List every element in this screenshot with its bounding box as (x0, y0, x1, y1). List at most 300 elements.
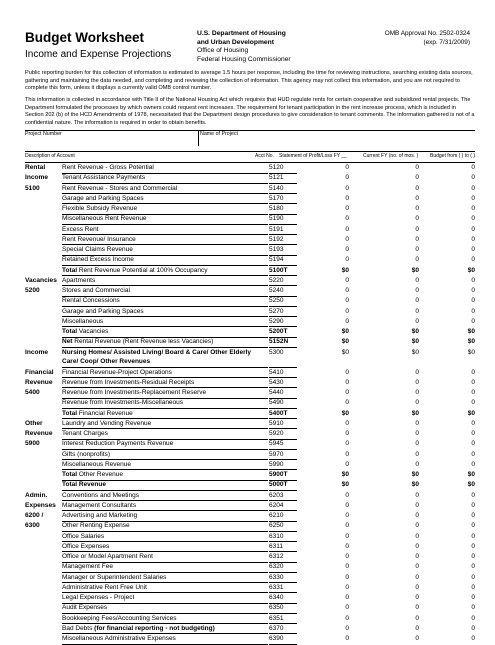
table-row (25, 419, 475, 429)
profit-loss-value[interactable]: 0 (345, 532, 349, 540)
account-description-text: Manager or Superintendent Salaries (62, 573, 167, 581)
current-fy-value[interactable]: 0 (415, 184, 419, 192)
table-row (25, 327, 475, 337)
budget-value[interactable]: 0 (471, 235, 475, 243)
table-row (25, 573, 475, 583)
budget-value[interactable]: 0 (471, 460, 475, 468)
budget-value[interactable]: $0 (467, 481, 475, 489)
current-fy-value[interactable]: 0 (415, 368, 419, 376)
profit-loss-value[interactable]: 0 (345, 297, 349, 305)
current-fy-value[interactable]: 0 (415, 287, 419, 294)
project-name-label: Name of Project (198, 131, 238, 146)
current-fy-value[interactable]: 0 (415, 297, 419, 305)
profit-loss-value[interactable]: $0 (341, 338, 349, 346)
profit-loss-value[interactable]: 0 (345, 624, 349, 632)
profit-loss-value[interactable]: 0 (345, 307, 349, 315)
table-row (25, 276, 475, 286)
account-number: 6390 (269, 634, 297, 645)
budget-value[interactable]: 0 (471, 553, 475, 560)
project-info (25, 130, 475, 147)
table-row (25, 184, 475, 194)
account-description (62, 296, 268, 307)
table-row (25, 204, 475, 214)
current-fy-value[interactable]: 0 (415, 174, 419, 182)
budget-value[interactable]: 0 (471, 604, 475, 612)
table-row (25, 235, 475, 245)
budget-value[interactable]: $0 (467, 348, 475, 356)
section-label: 5400 (25, 389, 40, 396)
account-description-bold: Total (62, 409, 78, 417)
table-row (25, 603, 475, 613)
account-number: 6340 (269, 593, 297, 604)
current-fy-value[interactable]: 0 (415, 246, 419, 253)
budget-value[interactable]: 0 (471, 563, 475, 571)
profit-loss-value[interactable]: $0 (341, 328, 349, 335)
current-fy-value[interactable]: 0 (415, 399, 419, 407)
account-description-text: Rent Revenue/ Insurance (62, 235, 136, 243)
account-description-text: Garage and Parking Spaces (62, 194, 144, 202)
profit-loss-value[interactable]: 0 (345, 205, 349, 212)
account-description (62, 624, 268, 635)
account-description-text: Administrative Rent Free Unit (62, 583, 147, 591)
account-number: 6351 (269, 614, 297, 625)
account-description (62, 511, 268, 522)
omb-expiration: (exp. 7/31/2009) (423, 38, 470, 46)
project-number-label: Project Number (25, 131, 62, 137)
account-description-text: Tenant Charges (62, 430, 108, 437)
profit-loss-value[interactable]: 0 (345, 440, 349, 448)
account-description (62, 419, 268, 430)
table-row (25, 266, 475, 276)
account-number: 6320 (269, 562, 297, 573)
account-number: 5180 (269, 204, 297, 215)
profit-loss-value[interactable]: 0 (345, 287, 349, 294)
table-row (25, 398, 475, 408)
account-description-text: Audit Expenses (62, 604, 108, 612)
omb-block (352, 30, 470, 47)
account-description-bold: Total Revenue (62, 481, 106, 489)
account-number: 6330 (269, 573, 297, 584)
section-label: Financial (25, 368, 54, 376)
account-description-text: Miscellaneous (62, 317, 104, 325)
profit-loss-value[interactable]: 0 (345, 378, 349, 386)
budget-value[interactable]: 0 (471, 399, 475, 407)
current-fy-value[interactable]: 0 (415, 317, 419, 325)
budget-value[interactable]: 0 (471, 542, 475, 550)
account-description (62, 348, 268, 368)
profit-loss-value[interactable]: 0 (345, 246, 349, 253)
header-current-fy: Current FY (no. of mos. ) (363, 153, 419, 159)
budget-value[interactable]: 0 (471, 205, 475, 212)
account-number: 5490 (269, 398, 297, 409)
account-description (62, 214, 268, 225)
table-body (25, 163, 475, 644)
profit-loss-value[interactable]: 0 (345, 563, 349, 571)
profit-loss-value[interactable]: 0 (345, 614, 349, 622)
current-fy-value[interactable]: 0 (415, 164, 419, 171)
current-fy-value[interactable]: 0 (415, 276, 419, 284)
account-description (62, 388, 268, 399)
profit-loss-value[interactable]: 0 (345, 419, 349, 427)
current-fy-value[interactable]: 0 (415, 624, 419, 632)
current-fy-value[interactable]: $0 (411, 481, 419, 489)
current-fy-value[interactable]: 0 (415, 563, 419, 571)
account-number: 5194 (269, 255, 297, 266)
account-number: 6204 (269, 501, 297, 512)
omb-approval: OMB Approval No. 2502-0324 (384, 30, 470, 37)
account-description (62, 225, 268, 236)
profit-loss-value[interactable]: 0 (345, 583, 349, 591)
account-number: 5970 (269, 450, 297, 461)
account-description (62, 235, 268, 246)
budget-value[interactable]: 0 (471, 624, 475, 632)
account-description-text: Rental Concessions (62, 297, 120, 305)
budget-value[interactable]: $0 (467, 409, 475, 417)
form-subtitle: Income and Expense Projections (25, 49, 172, 60)
agency-line: Office of Housing (197, 47, 249, 55)
budget-value[interactable]: 0 (471, 491, 475, 499)
profit-loss-value[interactable]: 0 (345, 194, 349, 202)
current-fy-value[interactable]: 0 (415, 419, 419, 427)
current-fy-value[interactable]: 0 (415, 256, 419, 264)
account-number: 6250 (269, 521, 297, 532)
current-fy-value[interactable]: $0 (411, 328, 419, 335)
table-row (25, 317, 475, 327)
account-description (62, 194, 268, 205)
account-description (62, 603, 268, 614)
current-fy-value[interactable]: 0 (415, 460, 419, 468)
account-number: 5290 (269, 317, 297, 328)
budget-value[interactable]: 0 (471, 532, 475, 540)
budget-value[interactable]: 0 (471, 297, 475, 305)
budget-value[interactable]: 0 (471, 164, 475, 171)
current-fy-value[interactable]: 0 (415, 307, 419, 315)
profit-loss-value[interactable]: $0 (341, 471, 349, 478)
table-row (25, 378, 475, 388)
account-number: 6370 (269, 624, 297, 635)
current-fy-value[interactable]: 0 (415, 553, 419, 560)
section-label: Other (25, 419, 43, 427)
account-description (62, 470, 268, 481)
profit-loss-value[interactable]: 0 (345, 522, 349, 530)
account-description-bold: Total (62, 328, 78, 335)
budget-value[interactable]: $0 (467, 266, 475, 274)
current-fy-value[interactable]: 0 (415, 501, 419, 509)
profit-loss-value[interactable]: 0 (345, 235, 349, 243)
budget-value[interactable]: 0 (471, 276, 475, 284)
budget-value[interactable]: 0 (471, 389, 475, 396)
budget-value[interactable]: 0 (471, 307, 475, 315)
budget-value[interactable]: 0 (471, 583, 475, 591)
account-description (62, 521, 268, 532)
profit-loss-value[interactable]: 0 (345, 460, 349, 468)
budget-value[interactable]: 0 (471, 215, 475, 223)
table-row (25, 562, 475, 572)
account-description (62, 439, 268, 450)
account-description (62, 255, 268, 266)
current-fy-value[interactable]: 0 (415, 512, 419, 519)
budget-value[interactable]: 0 (471, 419, 475, 427)
account-description-text: Garage and Parking Spaces (62, 307, 144, 315)
account-number: 5300 (269, 348, 297, 368)
table-row (25, 491, 475, 501)
profit-loss-value[interactable]: $0 (341, 409, 349, 417)
profit-loss-value[interactable]: 0 (345, 256, 349, 264)
budget-value[interactable]: $0 (467, 328, 475, 335)
account-number: 5410 (269, 368, 297, 379)
header-description: Description of Account (25, 153, 75, 159)
profit-loss-value[interactable]: 0 (345, 553, 349, 560)
profit-loss-value[interactable]: 0 (345, 174, 349, 182)
budget-value[interactable]: 0 (471, 225, 475, 233)
profit-loss-value[interactable]: 0 (345, 635, 349, 642)
account-description-note: (for financial reporting - not budgeting) (94, 624, 215, 632)
agency-line: Federal Housing Commissioner (197, 55, 291, 63)
budget-value[interactable]: 0 (471, 184, 475, 192)
current-fy-value[interactable]: 0 (415, 491, 419, 499)
account-description (62, 378, 268, 389)
profit-loss-value[interactable]: 0 (345, 501, 349, 509)
current-fy-value[interactable]: 0 (415, 378, 419, 386)
account-number: 5120 (269, 163, 297, 174)
section-label: Revenue (25, 378, 53, 386)
current-fy-value[interactable]: 0 (415, 389, 419, 396)
account-description-text: Financial Revenue-Project Operations (62, 368, 172, 376)
current-fy-value[interactable]: 0 (415, 635, 419, 642)
current-fy-value[interactable]: 0 (415, 440, 419, 448)
budget-value[interactable]: $0 (467, 338, 475, 346)
profit-loss-value[interactable]: 0 (345, 594, 349, 601)
account-description (62, 501, 268, 512)
account-description-text: Rent Revenue Potential at 100% Occupancy (77, 266, 208, 274)
account-description (62, 204, 268, 215)
account-number: 6331 (269, 583, 297, 594)
budget-value[interactable]: 0 (471, 614, 475, 622)
profit-loss-value[interactable]: 0 (345, 389, 349, 396)
budget-value[interactable]: 0 (471, 512, 475, 519)
current-fy-value[interactable]: 0 (415, 614, 419, 622)
account-description-text: Revenue from Investments-Replacement Reserve (62, 389, 207, 396)
account-description (62, 542, 268, 553)
account-description-text: Interest Reduction Payments Revenue (62, 440, 174, 448)
section-label: Vacancies (25, 276, 57, 284)
account-description-text: Revenue from Investments-Miscellaneous (62, 399, 184, 407)
profit-loss-value[interactable]: 0 (345, 368, 349, 376)
account-number: 6311 (269, 542, 297, 553)
budget-value[interactable]: 0 (471, 256, 475, 264)
profit-loss-value[interactable]: 0 (345, 491, 349, 499)
account-description (62, 532, 268, 543)
account-number: 5990 (269, 460, 297, 471)
account-number: 5900T (269, 470, 297, 481)
section-label: 5200 (25, 287, 40, 294)
account-description (62, 286, 268, 297)
account-description-text: Tenant Assistance Payments (62, 174, 146, 182)
account-description (62, 491, 268, 502)
table-row (25, 409, 475, 419)
profit-loss-value[interactable]: 0 (345, 276, 349, 284)
profit-loss-value[interactable]: 0 (345, 542, 349, 550)
agency-block (197, 30, 337, 64)
budget-value[interactable]: 0 (471, 194, 475, 202)
budget-value[interactable]: 0 (471, 246, 475, 253)
agency-line: U.S. Department of Housing (197, 30, 286, 37)
account-description (62, 573, 268, 584)
table-row (25, 307, 475, 317)
profit-loss-value[interactable]: 0 (345, 317, 349, 325)
budget-value[interactable]: 0 (471, 573, 475, 581)
account-number: 5920 (269, 429, 297, 440)
budget-value[interactable]: 0 (471, 174, 475, 182)
account-description-text: Legal Expenses - Project (62, 594, 135, 601)
table-row (25, 470, 475, 480)
current-fy-value[interactable]: 0 (415, 604, 419, 612)
current-fy-value[interactable]: 0 (415, 532, 419, 540)
account-description-text: Conventions and Meetings (62, 491, 139, 499)
header-profit-loss: Statement of Profit/Loss FY __ (279, 153, 347, 159)
section-label: Income (25, 348, 49, 356)
section-label: Expenses (25, 501, 56, 509)
current-fy-value[interactable]: 0 (415, 225, 419, 233)
budget-value[interactable]: 0 (471, 450, 475, 458)
current-fy-value[interactable]: 0 (415, 235, 419, 243)
profit-loss-value[interactable]: 0 (345, 215, 349, 223)
account-number: 5910 (269, 419, 297, 430)
profit-loss-value[interactable]: 0 (345, 184, 349, 192)
budget-value[interactable]: 0 (471, 501, 475, 509)
account-number: 5000T (269, 480, 297, 491)
current-fy-value[interactable]: $0 (411, 409, 419, 417)
account-description-text: Excess Rent (62, 225, 99, 233)
profit-loss-value[interactable]: 0 (345, 430, 349, 437)
account-description-text: Miscellaneous Administrative Expenses (62, 635, 176, 642)
current-fy-value[interactable]: $0 (411, 348, 419, 356)
header-budget: Budget from ( ) to ( ) (430, 153, 476, 159)
account-description (62, 317, 268, 328)
current-fy-value[interactable]: 0 (415, 522, 419, 530)
budget-value[interactable]: 0 (471, 594, 475, 601)
account-number: 5170 (269, 194, 297, 205)
account-number: 5121 (269, 173, 297, 184)
current-fy-value[interactable]: 0 (415, 583, 419, 591)
account-number: 5190 (269, 214, 297, 225)
current-fy-value[interactable]: 0 (415, 542, 419, 550)
profit-loss-value[interactable]: 0 (345, 164, 349, 171)
table-row (25, 542, 475, 552)
account-number: 6350 (269, 603, 297, 614)
profit-loss-value[interactable]: $0 (341, 348, 349, 356)
account-number: 5945 (269, 439, 297, 450)
profit-loss-value[interactable]: $0 (341, 481, 349, 489)
account-description-text: Rent Revenue - Gross Potential (62, 164, 154, 171)
account-description-text: Stores and Commercial (62, 287, 130, 294)
current-fy-value[interactable]: $0 (411, 471, 419, 478)
table-row (25, 460, 475, 470)
account-description-text: Miscellaneous Rent Revenue (62, 215, 147, 223)
account-description (62, 184, 268, 195)
account-description-text: Other Revenue (77, 471, 123, 478)
section-label: 6200 / (25, 512, 44, 519)
budget-value[interactable]: 0 (471, 522, 475, 530)
section-label: Income (25, 174, 49, 182)
account-description-text: Office or Model Apartment Rent (62, 553, 153, 560)
current-fy-value[interactable]: $0 (411, 266, 419, 274)
account-number: 5152N (269, 337, 297, 348)
account-number: 5240 (269, 286, 297, 297)
section-label: 5900 (25, 440, 40, 448)
account-description-text: Bookkeeping Fees/Accounting Services (62, 614, 177, 622)
budget-value[interactable]: 0 (471, 635, 475, 642)
budget-value[interactable]: 0 (471, 317, 475, 325)
table-row (25, 511, 475, 521)
profit-loss-value[interactable]: 0 (345, 450, 349, 458)
form-title-block (25, 30, 195, 61)
account-description-bold: Net (62, 338, 73, 346)
current-fy-value[interactable]: 0 (415, 430, 419, 437)
table-row (25, 214, 475, 224)
account-description (62, 173, 268, 184)
account-description (62, 409, 268, 420)
table-row (25, 429, 475, 439)
account-number: 5200T (269, 327, 297, 338)
section-label: Revenue (25, 430, 53, 437)
profit-loss-value[interactable]: 0 (345, 225, 349, 233)
account-description (62, 460, 268, 471)
current-fy-value[interactable]: $0 (411, 338, 419, 346)
account-description-bold: Total (62, 266, 78, 274)
budget-value[interactable]: 0 (471, 440, 475, 448)
account-number: 5100T (269, 266, 297, 277)
budget-value[interactable]: 0 (471, 368, 475, 376)
profit-loss-value[interactable]: $0 (341, 266, 349, 274)
account-description-text: Other Renting Expense (62, 522, 130, 530)
current-fy-value[interactable]: 0 (415, 215, 419, 223)
account-number: 6310 (269, 532, 297, 543)
current-fy-value[interactable]: 0 (415, 594, 419, 601)
profit-loss-value[interactable]: 0 (345, 512, 349, 519)
current-fy-value[interactable]: 0 (415, 573, 419, 581)
account-description (62, 276, 268, 287)
account-description (62, 583, 268, 594)
current-fy-value[interactable]: 0 (415, 450, 419, 458)
current-fy-value[interactable]: 0 (415, 205, 419, 212)
budget-value[interactable]: $0 (467, 471, 475, 478)
profit-loss-value[interactable]: 0 (345, 604, 349, 612)
table-row (25, 348, 475, 368)
table-row (25, 532, 475, 542)
account-description-text: Rent Revenue - Stores and Commercial (62, 184, 178, 192)
table-row (25, 388, 475, 398)
budget-value[interactable]: 0 (471, 378, 475, 386)
budget-value[interactable]: 0 (471, 287, 475, 294)
account-description (62, 429, 268, 440)
budget-value[interactable]: 0 (471, 430, 475, 437)
table-row (25, 163, 475, 173)
account-description (62, 634, 268, 645)
profit-loss-value[interactable]: 0 (345, 399, 349, 407)
account-description (62, 368, 268, 379)
account-description (62, 398, 268, 409)
account-number: 5140 (269, 184, 297, 195)
account-number: 5220 (269, 276, 297, 287)
account-number: 5430 (269, 378, 297, 389)
profit-loss-value[interactable]: 0 (345, 573, 349, 581)
table-row (25, 255, 475, 265)
account-description-text: Management Fee (62, 563, 113, 571)
current-fy-value[interactable]: 0 (415, 194, 419, 202)
table-row (25, 439, 475, 449)
account-description-text: Vacancies (77, 328, 109, 335)
